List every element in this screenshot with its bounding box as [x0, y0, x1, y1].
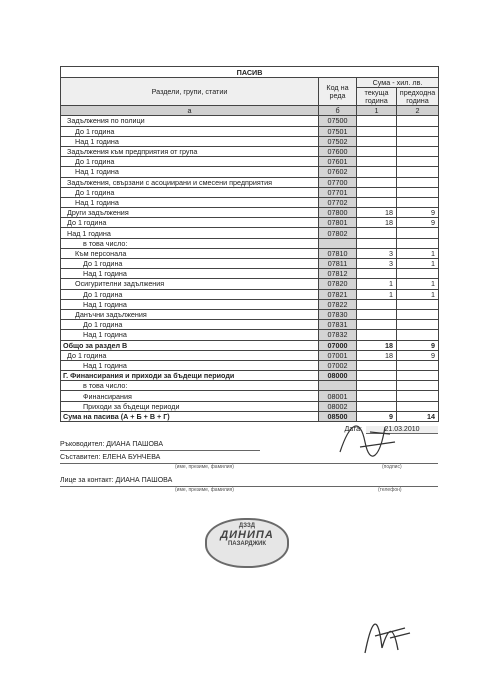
header-letter-a: а	[61, 106, 319, 116]
row-current	[357, 187, 397, 197]
row-code: 07500	[319, 116, 357, 126]
row-code: 07001	[319, 350, 357, 360]
row-code: 07701	[319, 187, 357, 197]
row-current	[357, 146, 397, 156]
stamp-line1: ДЗЗД	[238, 523, 256, 529]
row-label: в това число:	[61, 238, 319, 248]
table-row	[61, 289, 439, 299]
row-label: Други задължения	[61, 208, 319, 218]
row-current: 9	[357, 411, 397, 421]
row-current	[357, 238, 397, 248]
row-code: 07002	[319, 360, 357, 370]
contact-text: Лице за контакт: ДИАНА ПАШОВА	[60, 476, 438, 487]
row-previous	[397, 228, 439, 238]
row-current	[357, 136, 397, 146]
row-label: До 1 година	[61, 320, 319, 330]
row-code	[319, 381, 357, 391]
row-code: 07822	[319, 299, 357, 309]
row-code: 07802	[319, 228, 357, 238]
row-code: 07602	[319, 167, 357, 177]
table-row	[61, 391, 439, 401]
header-letter-b: б	[319, 106, 357, 116]
header-num-1: 1	[357, 106, 397, 116]
row-current	[357, 197, 397, 207]
name-caption: (име, презиме, фамилия)	[175, 464, 234, 470]
row-previous	[397, 269, 439, 279]
sign-caption: (подпис)	[382, 464, 402, 470]
row-current	[357, 309, 397, 319]
row-label: До 1 година	[61, 259, 319, 269]
header-current-year: текуща година	[357, 88, 397, 106]
contact-name-caption: (име, презиме, фамилия)	[175, 487, 234, 493]
row-code: 07800	[319, 208, 357, 218]
table-row	[61, 340, 439, 350]
table-row	[61, 259, 439, 269]
row-label: Задължения към предприятия от група	[61, 146, 319, 156]
row-code: 07830	[319, 309, 357, 319]
row-code: 07502	[319, 136, 357, 146]
row-label: До 1 година	[61, 289, 319, 299]
row-current: 18	[357, 208, 397, 218]
row-current: 3	[357, 248, 397, 258]
row-previous	[397, 126, 439, 136]
row-label: в това число:	[61, 381, 319, 391]
row-current	[357, 381, 397, 391]
row-current	[357, 167, 397, 177]
stamp-line2: ДИНИПА	[220, 529, 274, 541]
table-row	[61, 381, 439, 391]
row-previous: 1	[397, 279, 439, 289]
header-previous-year: предходна година	[397, 88, 439, 106]
row-previous	[397, 330, 439, 340]
date-label: Дата:	[344, 426, 362, 433]
table-row	[61, 187, 439, 197]
row-label: Над 1 година	[61, 269, 319, 279]
row-previous	[397, 360, 439, 370]
row-label: Към персонала	[61, 248, 319, 258]
row-label: До 1 година	[61, 350, 319, 360]
header-sections: Раздели, групи, статии	[61, 78, 319, 106]
liabilities-table	[60, 66, 439, 422]
table-row	[61, 360, 439, 370]
row-previous	[397, 320, 439, 330]
row-previous	[397, 197, 439, 207]
table-row	[61, 208, 439, 218]
row-label: Осигурителни задължения	[61, 279, 319, 289]
row-previous	[397, 238, 439, 248]
table-title: ПАСИВ	[61, 67, 439, 78]
row-label: Данъчни задължения	[61, 309, 319, 319]
table-row	[61, 269, 439, 279]
row-current	[357, 371, 397, 381]
table-row	[61, 350, 439, 360]
row-previous	[397, 136, 439, 146]
row-current: 1	[357, 279, 397, 289]
row-previous	[397, 401, 439, 411]
row-current	[357, 177, 397, 187]
manager-signature	[330, 412, 410, 462]
table-row	[61, 401, 439, 411]
table-row	[61, 218, 439, 228]
row-current	[357, 269, 397, 279]
table-row	[61, 371, 439, 381]
compiler-text: Съставител: ЕЛЕНА БУНЧЕВА	[60, 453, 438, 464]
company-stamp	[205, 518, 289, 568]
row-code: 07820	[319, 279, 357, 289]
row-label: Задължения, свързани с асоциирани и смесени предприятия	[61, 177, 319, 187]
header-code: Код на реда	[319, 78, 357, 106]
row-label: Над 1 година	[61, 167, 319, 177]
bottom-signature	[360, 608, 420, 663]
date-value: 21.03.2010	[366, 426, 438, 434]
row-previous	[397, 371, 439, 381]
row-previous: 1	[397, 259, 439, 269]
row-previous: 9	[397, 350, 439, 360]
row-code: 08500	[319, 411, 357, 421]
table-row	[61, 136, 439, 146]
row-label: Над 1 година	[61, 228, 319, 238]
row-label: До 1 година	[61, 187, 319, 197]
row-current	[357, 391, 397, 401]
row-previous: 9	[397, 208, 439, 218]
row-code: 07810	[319, 248, 357, 258]
table-row	[61, 146, 439, 156]
row-previous	[397, 187, 439, 197]
row-current	[357, 126, 397, 136]
header-sum: Сума - хил. лв.	[357, 78, 439, 88]
table-row	[61, 167, 439, 177]
row-code: 07832	[319, 330, 357, 340]
row-current: 3	[357, 259, 397, 269]
row-code: 08000	[319, 371, 357, 381]
row-label: Сума на пасива (А + Б + В + Г)	[61, 411, 319, 421]
row-label: Приходи за бъдещи периоди	[61, 401, 319, 411]
row-previous: 1	[397, 248, 439, 258]
row-label: Над 1 година	[61, 330, 319, 340]
row-label: Над 1 година	[61, 299, 319, 309]
row-current: 18	[357, 340, 397, 350]
row-previous: 9	[397, 218, 439, 228]
row-label: До 1 година	[61, 157, 319, 167]
row-current: 18	[357, 218, 397, 228]
row-current	[357, 299, 397, 309]
row-label: Г. Финансирания и приходи за бъдещи периоди	[61, 371, 319, 381]
row-code: 07000	[319, 340, 357, 350]
row-previous	[397, 391, 439, 401]
manager-text: Ръководител: ДИАНА ПАШОВА	[60, 440, 260, 451]
table-row	[61, 279, 439, 289]
row-code: 08001	[319, 391, 357, 401]
row-code: 07812	[319, 269, 357, 279]
row-code: 07601	[319, 157, 357, 167]
table-row	[61, 299, 439, 309]
table-row	[61, 197, 439, 207]
row-code: 07811	[319, 259, 357, 269]
row-previous	[397, 177, 439, 187]
table-row	[61, 330, 439, 340]
row-code: 07600	[319, 146, 357, 156]
table-row	[61, 177, 439, 187]
balance-sheet	[60, 66, 438, 422]
row-code: 07700	[319, 177, 357, 187]
table-row	[61, 126, 439, 136]
row-current: 1	[357, 289, 397, 299]
row-label: Общо за раздел В	[61, 340, 319, 350]
row-code: 07801	[319, 218, 357, 228]
row-current	[357, 116, 397, 126]
table-row	[61, 309, 439, 319]
row-label: Задължения по полици	[61, 116, 319, 126]
row-previous: 1	[397, 289, 439, 299]
row-label: До 1 година	[61, 126, 319, 136]
table-row	[61, 238, 439, 248]
row-previous: 14	[397, 411, 439, 421]
row-previous	[397, 299, 439, 309]
row-label: Над 1 година	[61, 360, 319, 370]
table-row	[61, 157, 439, 167]
row-current	[357, 330, 397, 340]
row-previous	[397, 381, 439, 391]
row-previous: 9	[397, 340, 439, 350]
row-previous	[397, 309, 439, 319]
table-row	[61, 320, 439, 330]
table-row	[61, 116, 439, 126]
row-current: 18	[357, 350, 397, 360]
row-current	[357, 401, 397, 411]
row-previous	[397, 146, 439, 156]
row-previous	[397, 116, 439, 126]
phone-caption: (телефон)	[378, 487, 402, 493]
row-code: 07831	[319, 320, 357, 330]
row-code: 07821	[319, 289, 357, 299]
table-row	[61, 248, 439, 258]
row-current	[357, 228, 397, 238]
row-code: 08002	[319, 401, 357, 411]
table-row	[61, 228, 439, 238]
row-previous	[397, 157, 439, 167]
row-label: Над 1 година	[61, 197, 319, 207]
row-code	[319, 238, 357, 248]
contact-row	[60, 476, 438, 493]
row-current	[357, 320, 397, 330]
row-code: 07501	[319, 126, 357, 136]
row-label: Финансирания	[61, 391, 319, 401]
stamp-line3: ПАЗАРДЖИК	[227, 541, 267, 547]
row-current	[357, 157, 397, 167]
row-label: Над 1 година	[61, 136, 319, 146]
header-num-2: 2	[397, 106, 439, 116]
row-current	[357, 360, 397, 370]
row-label: До 1 година	[61, 218, 319, 228]
row-code: 07702	[319, 197, 357, 207]
row-previous	[397, 167, 439, 177]
